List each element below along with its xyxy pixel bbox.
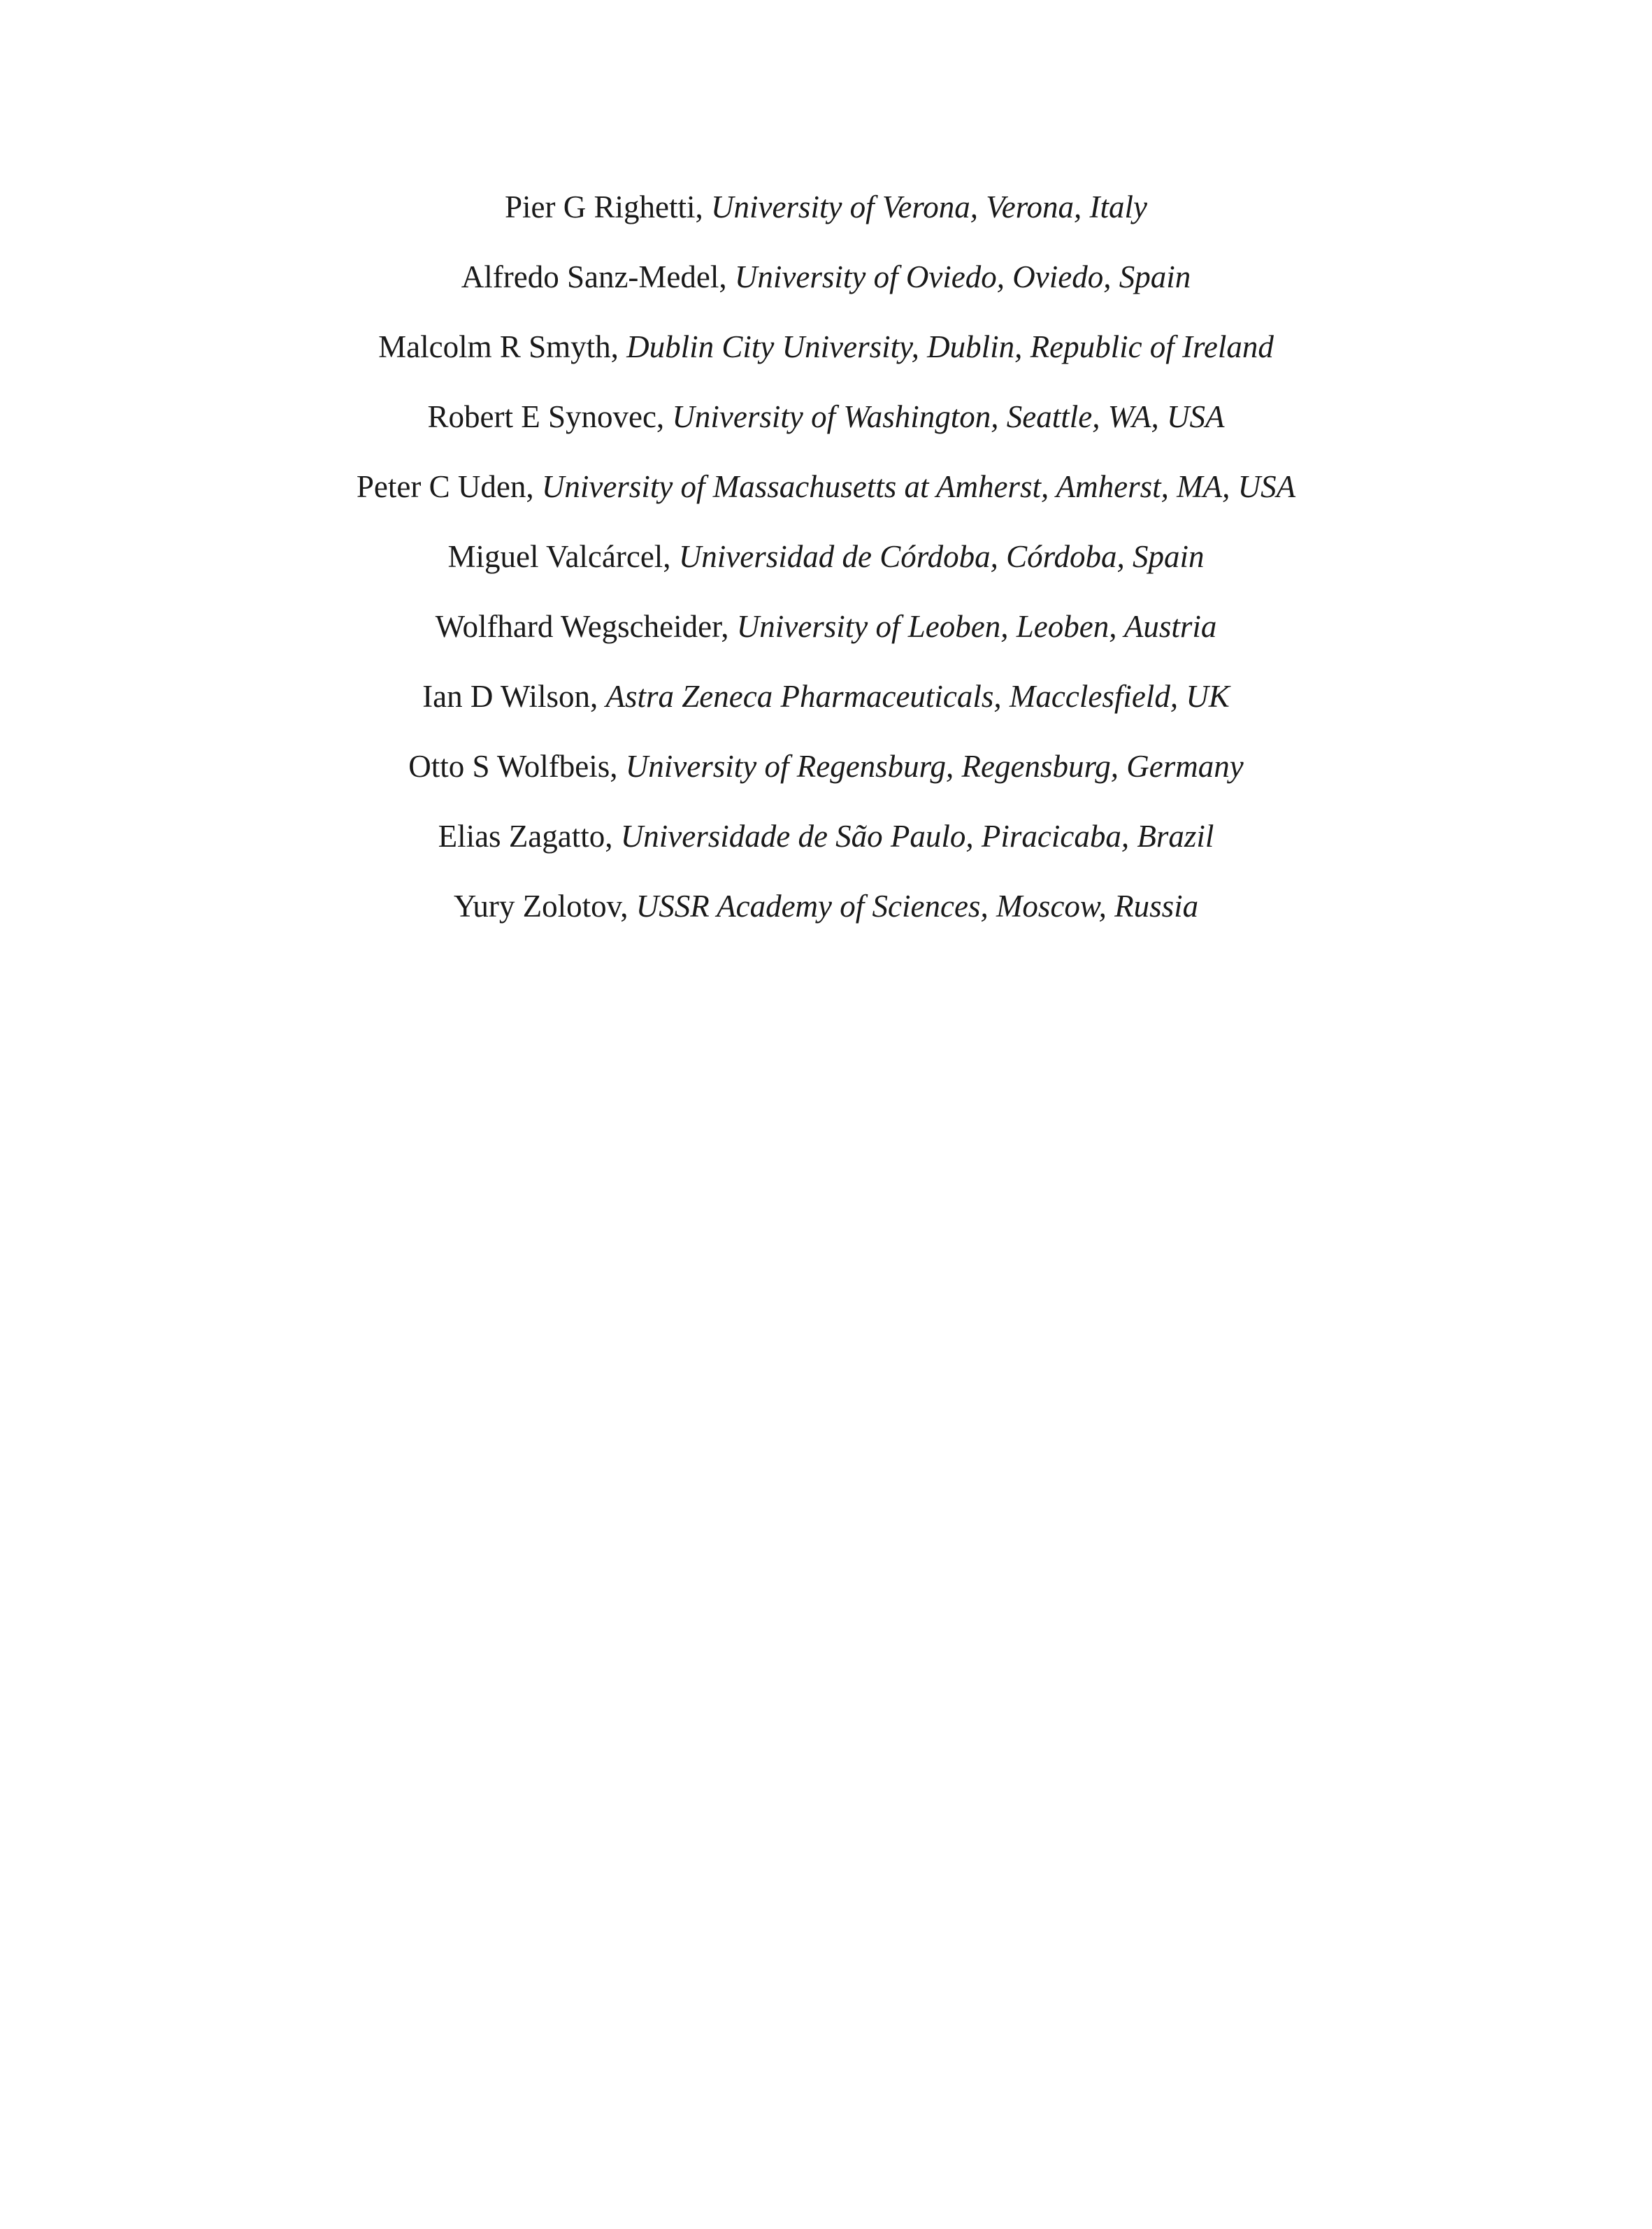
member-affiliation: Dublin City University, Dublin, Republic of Ireland bbox=[626, 329, 1274, 364]
member-affiliation: Universidad de Córdoba, Córdoba, Spain bbox=[678, 539, 1205, 574]
board-member-entry bbox=[0, 871, 1652, 941]
member-name: Peter C Uden, bbox=[356, 469, 534, 504]
member-name: Elias Zagatto, bbox=[438, 819, 613, 854]
member-affiliation: University of Regensburg, Regensburg, Germany bbox=[625, 749, 1244, 784]
board-member-entry bbox=[0, 452, 1652, 522]
member-affiliation: University of Massachusetts at Amherst, Amherst, MA, USA bbox=[541, 469, 1296, 504]
member-affiliation: Universidade de São Paulo, Piracicaba, Brazil bbox=[620, 819, 1214, 854]
member-name: Robert E Synovec, bbox=[427, 399, 665, 434]
member-name: Miguel Valcárcel, bbox=[447, 539, 671, 574]
member-affiliation: USSR Academy of Sciences, Moscow, Russia bbox=[635, 889, 1199, 924]
member-affiliation: University of Leoben, Leoben, Austria bbox=[736, 609, 1217, 644]
member-affiliation: University of Washington, Seattle, WA, USA bbox=[672, 399, 1225, 434]
board-member-entry bbox=[0, 801, 1652, 871]
board-member-entry bbox=[0, 661, 1652, 731]
board-member-entry bbox=[0, 522, 1652, 592]
board-member-entry bbox=[0, 592, 1652, 661]
member-name: Malcolm R Smyth, bbox=[378, 329, 619, 364]
member-name: Pier G Righetti, bbox=[504, 189, 703, 224]
member-name: Alfredo Sanz-Medel, bbox=[461, 259, 727, 294]
member-name: Wolfhard Wegscheider, bbox=[435, 609, 729, 644]
board-member-entry bbox=[0, 172, 1652, 242]
board-member-list bbox=[0, 172, 1652, 941]
member-affiliation: University of Oviedo, Oviedo, Spain bbox=[734, 259, 1191, 294]
board-member-entry bbox=[0, 242, 1652, 312]
board-member-entry bbox=[0, 382, 1652, 452]
member-affiliation: Astra Zeneca Pharmaceuticals, Macclesfield, UK bbox=[605, 679, 1230, 714]
member-name: Otto S Wolfbeis, bbox=[408, 749, 618, 784]
board-member-entry bbox=[0, 731, 1652, 801]
member-name: Ian D Wilson, bbox=[422, 679, 598, 714]
member-affiliation: University of Verona, Verona, Italy bbox=[710, 189, 1148, 224]
board-member-entry bbox=[0, 312, 1652, 382]
member-name: Yury Zolotov, bbox=[453, 889, 629, 924]
